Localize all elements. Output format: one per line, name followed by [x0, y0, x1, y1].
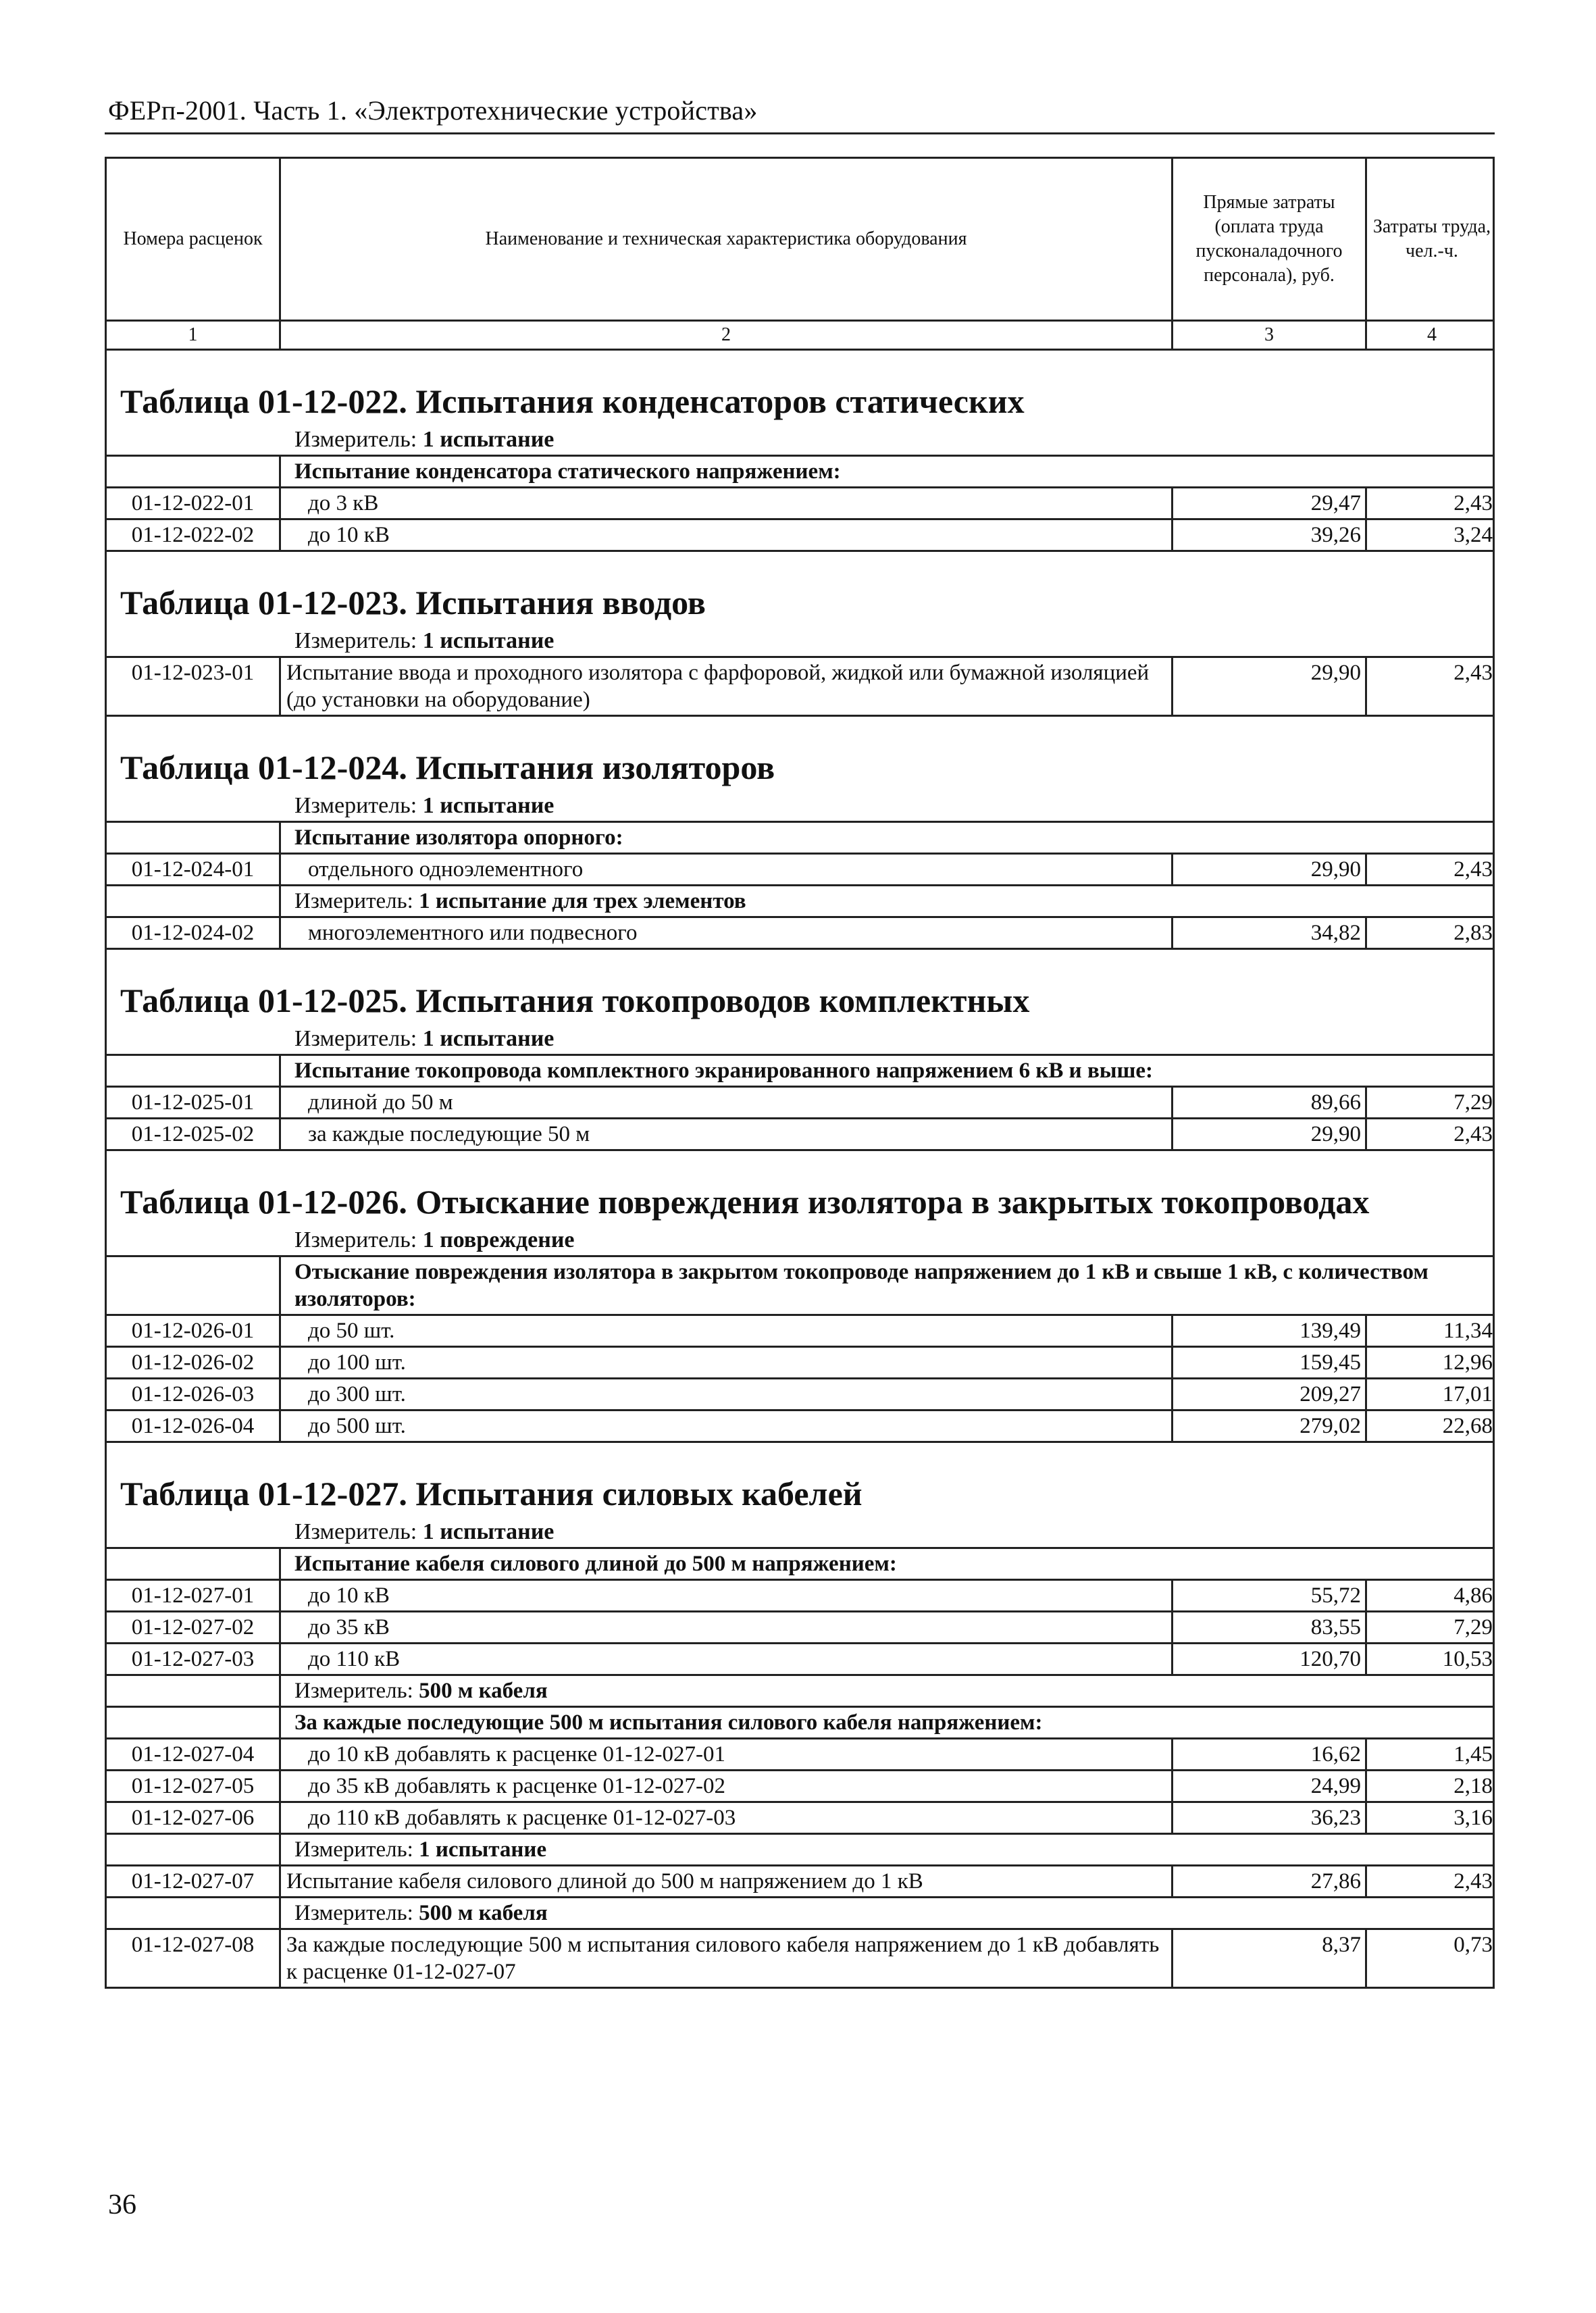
rates-table	[105, 157, 1495, 1989]
table-row	[107, 1771, 1493, 1803]
group-heading: Отыскание повреждения изолятора в закрытом токопроводе напряжением до 1 кВ и свыше 1 кВ, с количеством изоляторов:	[294, 1260, 1428, 1311]
labor-cost: 10,53	[1442, 1647, 1493, 1671]
rate-name: до 3 кВ	[281, 488, 1173, 518]
table-row	[107, 488, 1493, 520]
unit-label: Измеритель:	[294, 1901, 413, 1925]
table-row	[107, 1119, 1493, 1151]
rate-name: до 10 кВ	[281, 1581, 1173, 1610]
table-section	[107, 950, 1493, 1151]
column-header-name: Наименование и техническая характеристика оборудования	[281, 159, 1173, 320]
unit-label: Измеритель:	[294, 1227, 417, 1252]
rate-code: 01-12-026-03	[107, 1379, 281, 1409]
table-title: Таблица 01-12-026. Отыскание повреждения изолятора в закрытых токопроводах	[120, 1183, 1370, 1221]
rate-code: 01-12-024-01	[107, 855, 281, 884]
direct-cost: 89,66	[1173, 1088, 1367, 1117]
direct-cost: 34,82	[1173, 918, 1367, 948]
unit-of-measure	[107, 1024, 1493, 1054]
unit-of-measure	[281, 1835, 1497, 1864]
group-heading: Испытание конденсатора статического напряжением:	[294, 459, 841, 484]
table-row	[107, 1348, 1493, 1379]
unit-label: Измеритель:	[294, 1837, 413, 1862]
direct-cost: 55,72	[1173, 1581, 1367, 1610]
column-number-4: 4	[1427, 324, 1437, 345]
rate-code: 01-12-022-01	[107, 488, 281, 518]
labor-cost: 17,01	[1442, 1382, 1493, 1406]
empty-code-cell	[107, 1898, 281, 1928]
table-row	[107, 1739, 1493, 1771]
table-row	[107, 1612, 1493, 1644]
direct-cost: 16,62	[1173, 1739, 1367, 1769]
direct-cost: 209,27	[1173, 1379, 1367, 1409]
rate-code: 01-12-026-04	[107, 1411, 281, 1441]
empty-code-cell	[107, 886, 281, 916]
direct-cost: 83,55	[1173, 1612, 1367, 1642]
table-row	[107, 1803, 1493, 1835]
group-heading-row	[107, 1708, 1493, 1739]
labor-cost: 7,29	[1453, 1090, 1493, 1115]
unit-value: 1 повреждение	[422, 1227, 575, 1252]
rates-grid	[107, 1054, 1493, 1151]
unit-of-measure	[107, 425, 1493, 455]
unit-of-measure-row	[107, 1835, 1493, 1866]
rate-code: 01-12-027-03	[107, 1644, 281, 1674]
column-headers	[107, 159, 1493, 322]
unit-value: 500 м кабеля	[419, 1679, 548, 1703]
labor-cost: 1,45	[1453, 1742, 1493, 1766]
column-header-codes: Номера расценок	[107, 159, 281, 320]
rates-grid	[107, 1547, 1493, 1987]
labor-cost: 22,68	[1442, 1414, 1493, 1438]
table-section	[107, 552, 1493, 717]
table-row	[107, 1930, 1493, 1987]
rate-code: 01-12-027-01	[107, 1581, 281, 1610]
rate-name: до 35 кВ добавлять к расценке 01-12-027-02	[281, 1771, 1173, 1801]
direct-cost: 279,02	[1173, 1411, 1367, 1441]
direct-cost: 159,45	[1173, 1348, 1367, 1377]
column-number-1: 1	[107, 322, 281, 349]
sections-container	[107, 351, 1493, 1987]
table-title: Таблица 01-12-025. Испытания токопроводов комплектных	[120, 982, 1030, 1019]
unit-label: Измеритель:	[294, 1519, 417, 1544]
table-row	[107, 1088, 1493, 1119]
table-row	[107, 855, 1493, 886]
unit-value: 1 испытание	[422, 427, 555, 452]
unit-of-measure	[107, 791, 1493, 821]
unit-of-measure	[107, 1225, 1493, 1255]
empty-code-cell	[107, 1257, 281, 1314]
unit-of-measure-row	[107, 1898, 1493, 1930]
column-header-labor: Затраты труда, чел.-ч.	[1372, 216, 1491, 261]
group-heading: Испытание кабеля силового длиной до 500 м напряжением:	[294, 1552, 897, 1576]
table-row	[107, 520, 1493, 552]
rate-name: до 10 кВ	[281, 520, 1173, 550]
rate-name: до 35 кВ	[281, 1612, 1173, 1642]
labor-cost: 3,16	[1453, 1806, 1493, 1830]
group-heading-row	[107, 457, 1493, 488]
unit-label: Измеритель:	[294, 1026, 417, 1051]
unit-value: 1 испытание	[419, 1837, 547, 1862]
unit-label: Измеритель:	[294, 427, 417, 452]
table-section	[107, 351, 1493, 552]
rate-code: 01-12-027-02	[107, 1612, 281, 1642]
rates-grid	[107, 656, 1493, 717]
table-row	[107, 918, 1493, 950]
rate-code: 01-12-027-04	[107, 1739, 281, 1769]
column-numbers	[107, 322, 1493, 351]
rate-code: 01-12-027-05	[107, 1771, 281, 1801]
column-header-cost: Прямые затраты (оплата труда пусконаладочного персонала), руб.	[1173, 159, 1367, 320]
table-row	[107, 1379, 1493, 1411]
unit-value: 1 испытание	[422, 1026, 555, 1051]
rate-name: до 100 шт.	[281, 1348, 1173, 1377]
unit-of-measure	[107, 626, 1493, 656]
labor-cost: 2,83	[1453, 921, 1493, 945]
rate-code: 01-12-025-01	[107, 1088, 281, 1117]
empty-code-cell	[107, 1549, 281, 1579]
header-rule	[105, 132, 1495, 134]
group-heading: Испытание изолятора опорного:	[294, 825, 623, 850]
labor-cost: 3,24	[1453, 523, 1493, 547]
rate-name: до 10 кВ добавлять к расценке 01-12-027-01	[281, 1739, 1173, 1769]
table-section	[107, 717, 1493, 950]
rate-name: до 500 шт.	[281, 1411, 1173, 1441]
direct-cost: 29,90	[1173, 855, 1367, 884]
column-number-3: 3	[1173, 322, 1367, 349]
labor-cost: 0,73	[1453, 1933, 1493, 1957]
labor-cost: 2,43	[1453, 1869, 1493, 1893]
direct-cost: 39,26	[1173, 520, 1367, 550]
rate-code: 01-12-027-07	[107, 1866, 281, 1896]
empty-code-cell	[107, 823, 281, 853]
direct-cost: 120,70	[1173, 1644, 1367, 1674]
page-header: ФЕРп-2001. Часть 1. «Электротехнические устройства»	[108, 95, 758, 126]
labor-cost: 2,43	[1453, 491, 1493, 515]
empty-code-cell	[107, 1708, 281, 1737]
rates-grid	[107, 1255, 1493, 1443]
rate-code: 01-12-027-08	[107, 1930, 281, 1987]
empty-code-cell	[107, 457, 281, 486]
rate-code: 01-12-024-02	[107, 918, 281, 948]
labor-cost: 2,43	[1453, 857, 1493, 882]
rate-name: длиной до 50 м	[281, 1088, 1173, 1117]
table-title: Таблица 01-12-027. Испытания силовых кабелей	[120, 1475, 863, 1513]
unit-of-measure	[281, 886, 1497, 916]
rate-code: 01-12-022-02	[107, 520, 281, 550]
empty-code-cell	[107, 1835, 281, 1864]
labor-cost: 7,29	[1453, 1615, 1493, 1640]
rate-name: Испытание ввода и проходного изолятора с фарфоровой, жидкой или бумажной изоляцией (до установки на оборудование)	[281, 658, 1173, 715]
rates-grid	[107, 455, 1493, 552]
unit-value: 1 испытание	[422, 793, 555, 818]
unit-label: Измеритель:	[294, 1679, 413, 1703]
unit-value: 1 испытание	[422, 1519, 555, 1544]
direct-cost: 29,47	[1173, 488, 1367, 518]
labor-cost: 2,43	[1453, 1122, 1493, 1146]
empty-code-cell	[107, 1056, 281, 1086]
rate-code: 01-12-026-01	[107, 1316, 281, 1346]
table-row	[107, 1581, 1493, 1612]
rate-name: многоэлементного или подвесного	[281, 918, 1173, 948]
unit-label: Измеритель:	[294, 793, 417, 818]
table-row	[107, 1866, 1493, 1898]
empty-code-cell	[107, 1676, 281, 1706]
group-heading-row	[107, 823, 1493, 855]
direct-cost: 29,90	[1173, 1119, 1367, 1149]
group-heading-row	[107, 1549, 1493, 1581]
unit-of-measure	[281, 1676, 1497, 1706]
rate-code: 01-12-026-02	[107, 1348, 281, 1377]
rate-name: за каждые последующие 50 м	[281, 1119, 1173, 1149]
rates-grid	[107, 821, 1493, 950]
direct-cost: 139,49	[1173, 1316, 1367, 1346]
group-heading: За каждые последующие 500 м испытания силового кабеля напряжением:	[294, 1710, 1043, 1735]
table-title: Таблица 01-12-022. Испытания конденсаторов статических	[120, 382, 1025, 420]
labor-cost: 2,43	[1453, 661, 1493, 685]
unit-value: 500 м кабеля	[419, 1901, 548, 1925]
table-row	[107, 1644, 1493, 1676]
group-heading-row	[107, 1056, 1493, 1088]
direct-cost: 27,86	[1173, 1866, 1367, 1896]
direct-cost: 24,99	[1173, 1771, 1367, 1801]
unit-of-measure	[281, 1898, 1497, 1928]
page-number: 36	[108, 2189, 136, 2220]
unit-label: Измеритель:	[294, 628, 417, 653]
group-heading-row	[107, 1257, 1493, 1316]
table-section	[107, 1151, 1493, 1443]
table-title: Таблица 01-12-023. Испытания вводов	[120, 584, 706, 621]
rate-name: отдельного одноэлементного	[281, 855, 1173, 884]
column-number-2: 2	[281, 322, 1173, 349]
labor-cost: 4,86	[1453, 1583, 1493, 1608]
rate-name: до 50 шт.	[281, 1316, 1173, 1346]
table-row	[107, 1411, 1493, 1443]
unit-label: Измеритель:	[294, 889, 413, 913]
rate-code: 01-12-027-06	[107, 1803, 281, 1833]
direct-cost: 36,23	[1173, 1803, 1367, 1833]
rate-code: 01-12-023-01	[107, 658, 281, 715]
table-section	[107, 1443, 1493, 1987]
direct-cost: 29,90	[1173, 658, 1367, 715]
rate-name: За каждые последующие 500 м испытания силового кабеля напряжением до 1 кВ добавлять к расценке 01-12-027-07	[281, 1930, 1173, 1987]
direct-cost: 8,37	[1173, 1930, 1367, 1987]
unit-of-measure	[107, 1517, 1493, 1547]
labor-cost: 2,18	[1453, 1774, 1493, 1798]
rate-name: до 110 кВ добавлять к расценке 01-12-027-03	[281, 1803, 1173, 1833]
rate-code: 01-12-025-02	[107, 1119, 281, 1149]
labor-cost: 11,34	[1443, 1319, 1493, 1343]
table-row	[107, 658, 1493, 717]
rate-name: до 300 шт.	[281, 1379, 1173, 1409]
unit-of-measure-row	[107, 1676, 1493, 1708]
table-title: Таблица 01-12-024. Испытания изоляторов	[120, 748, 775, 786]
rate-name: до 110 кВ	[281, 1644, 1173, 1674]
unit-of-measure-row	[107, 886, 1493, 918]
unit-value: 1 испытание для трех элементов	[419, 889, 746, 913]
table-row	[107, 1316, 1493, 1348]
unit-value: 1 испытание	[422, 628, 555, 653]
labor-cost: 12,96	[1442, 1350, 1493, 1375]
group-heading: Испытание токопровода комплектного экранированного напряжением 6 кВ и выше:	[294, 1059, 1154, 1083]
rate-name: Испытание кабеля силового длиной до 500 м напряжением до 1 кВ	[281, 1866, 1173, 1896]
